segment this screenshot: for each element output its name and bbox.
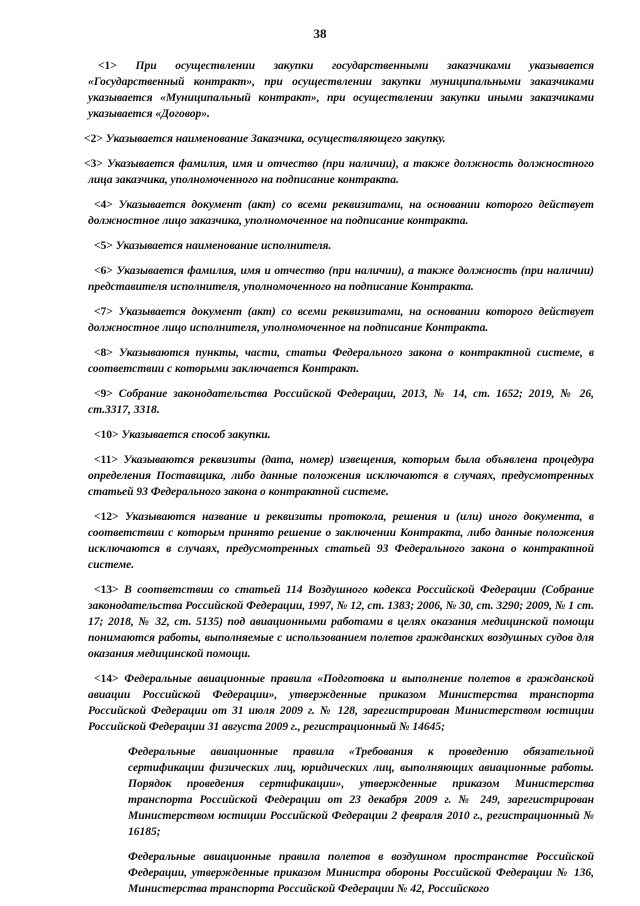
footnote-marker: <6> xyxy=(94,264,113,277)
footnote-14 xyxy=(88,671,594,735)
footnote-text: В соответствии со статьей 114 Воздушного кодекса Российской Федерации (Собрание законодательства Российской Федерации, 1997, № 12, ст. 1383; 2006, № 30, ст. 3290; 2009, № 1 ст. 17; 2018, № 32, ст. 5135) под авиационными работами в целях оказания медицинской помощи понимаются работы, выполняемые с использованием полетов гражданских воздушных судов для оказания медицинской помощи. xyxy=(88,583,594,660)
footnote-text: Указываются пункты, части, статьи Федерального закона о контрактной системе, в соответствии с которыми заключается Контракт. xyxy=(88,346,594,375)
footnote-marker: <12> xyxy=(94,510,119,523)
footnote-14-continuation-2 xyxy=(128,849,594,897)
footnote-text: Указывается наименование Заказчика, осуществляющего закупку. xyxy=(105,132,446,145)
footnote-8 xyxy=(88,345,594,377)
footnotes-list xyxy=(84,58,595,906)
footnote-text: Указывается фамилия, имя и отчество (при наличии), а также должность должностного лица заказчика, уполномоченного на подписание контракта. xyxy=(88,157,595,186)
footnote-2 xyxy=(84,131,594,147)
footnote-4 xyxy=(88,197,594,229)
footnote-marker: <11> xyxy=(94,453,118,466)
footnote-text: Собрание законодательства Российской Федерации, 2013, № 14, ст. 1652; 2019, № 26, ст.3317, 3318. xyxy=(88,387,594,416)
footnote-marker: <9> xyxy=(94,387,113,400)
footnote-marker: <5> xyxy=(94,239,113,252)
footnote-14-continuation-1 xyxy=(128,744,594,840)
footnote-text: Указывается способ закупки. xyxy=(121,428,271,441)
footnote-5 xyxy=(88,238,594,254)
footnote-marker: <8> xyxy=(94,346,113,359)
footnote-text: Федеральные авиационные правила полетов в воздушном пространстве Российской Федерации, утвержденные приказом Министра обороны Российской Федерации № 136, Министерства транспорта Российской Федерации № 42, Российского xyxy=(128,850,594,895)
footnote-marker: <10> xyxy=(94,428,119,441)
footnote-text: Указывается фамилия, имя и отчество (при наличии), а также должность (при наличии) представителя исполнителя, уполномоченного на подписание Контракта. xyxy=(88,264,594,293)
footnote-marker: <2> xyxy=(84,132,103,145)
footnote-3 xyxy=(84,156,595,188)
footnote-marker: <14> xyxy=(94,672,119,685)
footnote-6 xyxy=(88,263,594,295)
footnote-marker: <4> xyxy=(94,198,113,211)
footnote-text: Федеральные авиационные правила «Требования к проведению обязательной сертификации физических лиц, юридических лиц, выполняющих авиационные работы. Порядок проведения сертификации», утвержденные приказом Министерства транспорта Российской Федерации от 23 декабря 2009 г. № 249, зарегистрирован Министерством юстиции Российской Федерации 2 февраля 2010 г., регистрационный № 16185; xyxy=(128,745,594,838)
footnote-marker: <13> xyxy=(94,583,119,596)
footnote-13 xyxy=(88,582,594,662)
footnote-text: Указывается документ (акт) со всеми реквизитами, на основании которого действует должностное лицо исполнителя, уполномоченное на подписание Контракта. xyxy=(88,305,594,334)
footnote-marker: <3> xyxy=(84,157,103,170)
footnote-7 xyxy=(88,304,594,336)
footnote-marker: <1> xyxy=(98,59,117,72)
footnote-1 xyxy=(88,58,594,122)
footnote-text: Указывается наименование исполнителя. xyxy=(115,239,332,252)
footnote-text: При осуществлении закупки государственными заказчиками указывается «Государственный контракт», при осуществлении закупки муниципальными заказчиками указывается «Муниципальный контракт», при осуществлении закупки иными заказчиками указывается «Договор». xyxy=(88,59,594,120)
footnote-text: Федеральные авиационные правила «Подготовка и выполнение полетов в гражданской авиации Российской Федерации», утвержденные приказом Министерства транспорта Российской Федерации от 31 июля 2009 г. № 128, зарегистрирован Министерством юстиции Российской Федерации 31 августа 2009 г., регистрационный № 14645; xyxy=(88,672,595,733)
footnote-text: Указываются название и реквизиты протокола, решения и (или) иного документа, в соответствии с которым принято решение о заключении Контракта, либо данные положения исключаются в случаях, предусмотренных статьей 93 Федерального закона о контрактной системе. xyxy=(88,510,594,571)
footnote-9 xyxy=(88,386,594,418)
footnote-text: Указываются реквизиты (дата, номер) извещения, которым была объявлена процедура определения Поставщика, либо данные положения исключаются в случаях, предусмотренных статьей 93 Федерального закона о контрактной системе. xyxy=(88,453,594,498)
footnote-marker: <7> xyxy=(94,305,113,318)
footnote-text: Указывается документ (акт) со всеми реквизитами, на основании которого действует должностное лицо заказчика, уполномоченное на подписание контракта. xyxy=(88,198,594,227)
page-number: 38 xyxy=(313,26,327,41)
footnote-11 xyxy=(88,452,594,500)
footnote-10 xyxy=(88,427,594,443)
footnote-12 xyxy=(88,509,594,573)
